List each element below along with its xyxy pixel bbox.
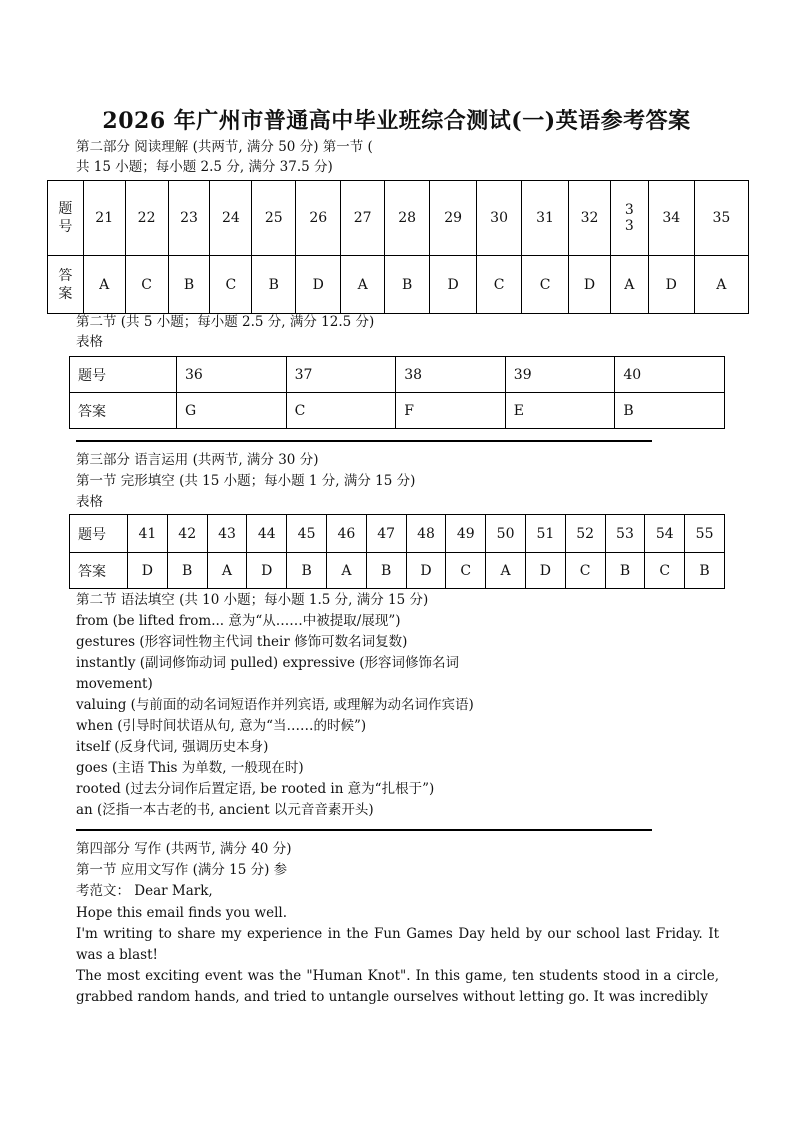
question-number: 55 [685,515,725,553]
question-number: 42 [167,515,207,553]
answer-cell: C [446,553,486,589]
question-number: 21 [83,181,125,256]
part2-section2-heading: 第二节 (共 5 小题；每小题 2.5 分, 满分 12.5 分) [76,314,375,330]
row-label-number: 题号 [70,357,177,393]
divider [76,440,652,442]
answer-cell: B [366,553,406,589]
question-number: 30 [477,181,522,256]
question-number: 44 [247,515,287,553]
question-number: 27 [341,181,385,256]
answer-table-36-40 [69,356,725,429]
answer-cell: A [341,256,385,314]
answer-cell: C [210,256,252,314]
question-number: 51 [525,515,565,553]
answer-cell: A [207,553,247,589]
part3-section2-heading: 第二节 语法填空 (共 10 小题；每小题 1.5 分, 满分 15 分) [76,592,429,608]
part2-heading: 第二部分 阅读理解 (共两节, 满分 50 分) 第一节 ( [76,139,373,155]
answer-cell: G [177,393,287,429]
question-number: 26 [296,181,341,256]
grammar-answer: rooted (过去分词作后置定语, be rooted in 意为“扎根于”) [76,781,435,797]
grammar-answer: from (be lifted from... 意为“从……中被提取/展现”) [76,613,401,629]
answer-cell: D [569,256,611,314]
answer-cell: B [168,256,210,314]
question-number: 45 [287,515,327,553]
grammar-answer: valuing (与前面的动名词短语作并列宾语, 或理解为动名词作宾语) [76,697,474,713]
answer-cell: C [645,553,685,589]
answer-table-21-35 [47,180,749,314]
answer-cell: C [286,393,396,429]
answer-cell: D [296,256,341,314]
question-number: 53 [605,515,645,553]
answer-cell: B [605,553,645,589]
grammar-answer: instantly (副词修饰动词 pulled) expressive (形容词修饰名词 [76,655,460,671]
grammar-answer: movement) [76,676,153,692]
row-label-number: 题 号 [48,181,84,256]
essay-paragraph: The most exciting event was the "Human Knot". In this game, ten students stood in a circle, grabbed random hands, and tried to untangle ourselves without letting go. It was incredibly [76,968,719,1005]
part3-heading: 第三部分 语言运用 (共两节, 满分 30 分) [76,452,319,468]
answer-cell: D [247,553,287,589]
page-title: 2026 年广州市普通高中毕业班综合测试(一)英语参考答案 [102,108,691,134]
answer-cell: A [486,553,526,589]
answer-cell: B [287,553,327,589]
question-number: 41 [128,515,168,553]
question-number: 36 [177,357,287,393]
answer-cell: A [326,553,366,589]
question-number: 22 [125,181,168,256]
answer-table-41-55 [69,514,725,589]
answer-cell: D [648,256,694,314]
grammar-answer: goes (主语 This 为单数, 一般现在时) [76,760,304,776]
question-number: 28 [385,181,430,256]
answer-cell: A [83,256,125,314]
row-label-answer: 答案 [70,553,128,589]
question-number: 49 [446,515,486,553]
answer-cell: C [477,256,522,314]
question-number: 50 [486,515,526,553]
question-number: 23 [168,181,210,256]
answer-cell: D [430,256,477,314]
essay-paragraph: I'm writing to share my experience in the Fun Games Day held by our school last Friday. It was a blast! [76,926,719,963]
part2-subheading: 共 15 小题；每小题 2.5 分, 满分 37.5 分) [76,159,333,175]
sample-intro: 考范文： Dear Mark, [76,883,213,899]
grammar-answer: gestures (形容词性物主代词 their 修饰可数名词复数) [76,634,408,650]
question-number: 34 [648,181,694,256]
part3-section1-heading: 第一节 完形填空 (共 15 小题；每小题 1 分, 满分 15 分) [76,473,416,489]
answer-cell: B [252,256,296,314]
answer-cell: A [610,256,648,314]
answer-cell: B [615,393,725,429]
question-number: 38 [396,357,506,393]
question-number: 31 [522,181,569,256]
question-number: 39 [505,357,615,393]
answer-cell: C [565,553,605,589]
question-number: 3 3 [610,181,648,256]
part4-heading: 第四部分 写作 (共两节, 满分 40 分) [76,841,292,857]
answer-cell: B [167,553,207,589]
question-number: 48 [406,515,446,553]
row-label-answer: 答 案 [48,256,84,314]
question-number: 54 [645,515,685,553]
question-number: 52 [565,515,605,553]
question-number: 47 [366,515,406,553]
divider [76,829,652,831]
part4-section1-heading: 第一节 应用文写作 (满分 15 分) 参 [76,862,288,878]
answer-cell: D [128,553,168,589]
question-number: 25 [252,181,296,256]
question-number: 29 [430,181,477,256]
question-number: 46 [326,515,366,553]
question-number: 40 [615,357,725,393]
answer-cell: B [385,256,430,314]
answer-cell: E [505,393,615,429]
row-label-answer: 答案 [70,393,177,429]
answer-cell: B [685,553,725,589]
question-number: 35 [694,181,748,256]
question-number: 24 [210,181,252,256]
grammar-answer: an (泛指一本古老的书, ancient 以元音音素开头) [76,802,374,818]
grammar-answer: itself (反身代词, 强调历史本身) [76,739,269,755]
question-number: 43 [207,515,247,553]
row-label-number: 题号 [70,515,128,553]
grammar-answer: when (引导时间状语从句, 意为“当……的时候”) [76,718,367,734]
answer-cell: D [406,553,446,589]
answer-cell: A [694,256,748,314]
table-label: 表格 [76,334,103,350]
essay-line: Hope this email finds you well. [76,905,288,921]
table-label: 表格 [76,494,103,510]
question-number: 32 [569,181,611,256]
question-number: 37 [286,357,396,393]
answer-cell: D [525,553,565,589]
answer-cell: C [125,256,168,314]
answer-cell: F [396,393,506,429]
answer-cell: C [522,256,569,314]
